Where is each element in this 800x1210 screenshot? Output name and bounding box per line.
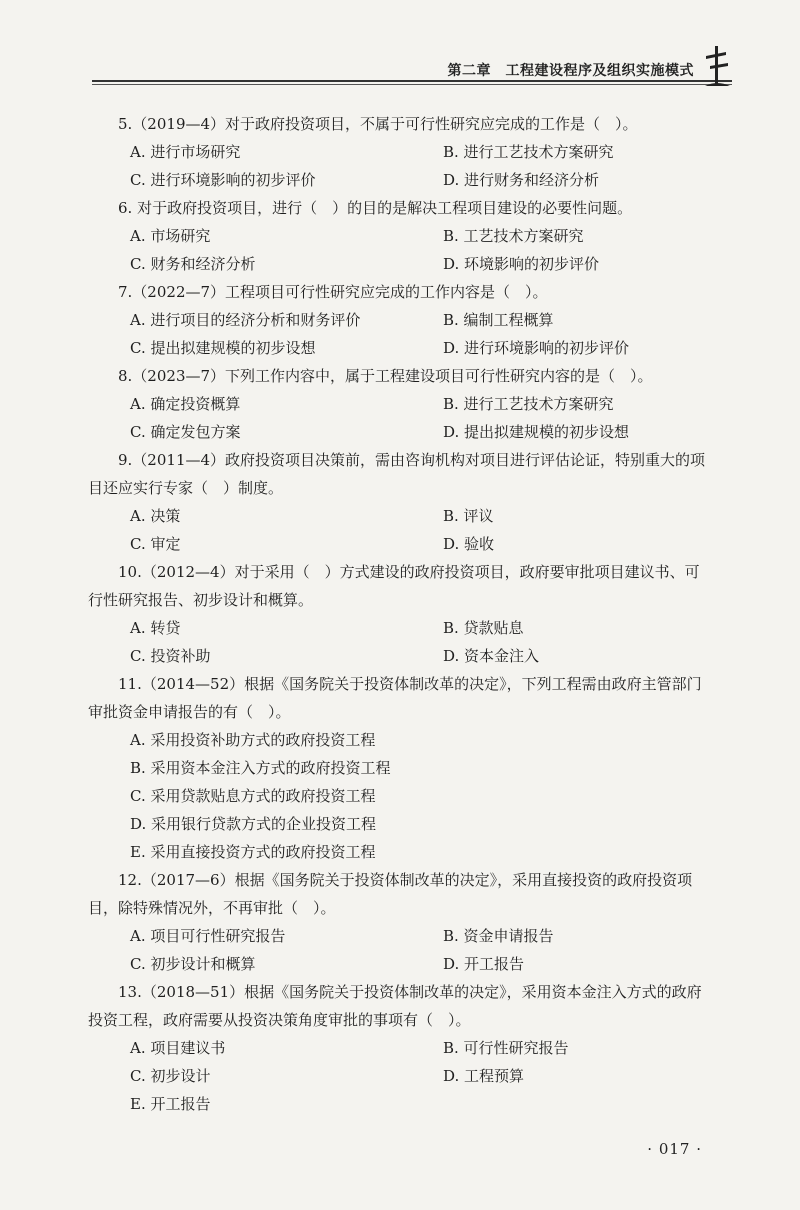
option-a: A. 进行项目的经济分析和财务评价 <box>130 311 361 329</box>
question-block <box>88 670 708 866</box>
option-row <box>88 390 708 418</box>
question-block <box>88 362 708 446</box>
option-row <box>88 250 708 278</box>
option-e: E. 采用直接投资方式的政府投资工程 <box>130 843 376 861</box>
option-a: A. 项目建议书 <box>130 1039 226 1057</box>
question-list <box>88 110 708 1118</box>
option-a: A. 确定投资概算 <box>130 395 241 413</box>
option-c: C. 提出拟建规模的初步设想 <box>130 339 316 357</box>
option-a: A. 项目可行性研究报告 <box>130 927 286 945</box>
question-block <box>88 558 708 670</box>
option-c: C. 确定发包方案 <box>130 423 241 441</box>
signpost-icon <box>702 44 732 88</box>
question-block <box>88 110 708 194</box>
question-text: 13.（2018—51）根据《国务院关于投资体制改革的决定》，采用资本金注入方式的政府投资工程，政府需要从投资决策角度审批的事项有（ ）。 <box>88 983 702 1029</box>
option-c: C. 审定 <box>130 535 181 553</box>
option-b: B. 资金申请报告 <box>443 927 554 945</box>
option-b: B. 采用资本金注入方式的政府投资工程 <box>130 759 391 777</box>
option-e: E. 开工报告 <box>130 1095 211 1113</box>
option-row <box>88 1062 708 1090</box>
option-c: C. 初步设计 <box>130 1067 211 1085</box>
option-row <box>88 530 708 558</box>
option-b: B. 工艺技术方案研究 <box>443 227 584 245</box>
option-c: C. 财务和经济分析 <box>130 255 256 273</box>
option-row <box>88 222 708 250</box>
option-b: B. 进行工艺技术方案研究 <box>443 395 614 413</box>
question-block <box>88 278 708 362</box>
option-a: A. 进行市场研究 <box>130 143 241 161</box>
question-block <box>88 446 708 558</box>
option-d: D. 采用银行贷款方式的企业投资工程 <box>130 815 377 833</box>
option-d: D. 工程预算 <box>443 1067 525 1085</box>
option-row <box>88 502 708 530</box>
option-c: C. 初步设计和概算 <box>130 955 256 973</box>
question-text: 6. 对于政府投资项目，进行（ ）的目的是解决工程项目建设的必要性问题。 <box>118 199 633 217</box>
option-row <box>88 334 708 362</box>
header-rule-thin <box>92 84 732 85</box>
option-b: B. 贷款贴息 <box>443 619 524 637</box>
question-text: 12.（2017—6）根据《国务院关于投资体制改革的决定》，采用直接投资的政府投资项目，除特殊情况外，不再审批（ ）。 <box>88 871 693 917</box>
chapter-title: 第二章 工程建设程序及组织实施模式 <box>447 63 694 79</box>
option-d: D. 提出拟建规模的初步设想 <box>443 423 630 441</box>
option-b: B. 评议 <box>443 507 494 525</box>
option-row <box>88 922 708 950</box>
option-row <box>88 1034 708 1062</box>
option-c: C. 采用贷款贴息方式的政府投资工程 <box>130 787 376 805</box>
question-text: 8.（2023—7）下列工作内容中，属于工程建设项目可行性研究内容的是（ ）。 <box>118 367 653 385</box>
question-text: 5.（2019—4）对于政府投资项目，不属于可行性研究应完成的工作是（ ）。 <box>118 115 638 133</box>
option-b: B. 可行性研究报告 <box>443 1039 569 1057</box>
question-text: 10.（2012—4）对于采用（ ）方式建设的政府投资项目，政府要审批项目建议书、可行性研究报告、初步设计和概算。 <box>88 563 700 609</box>
option-c: C. 进行环境影响的初步评价 <box>130 171 316 189</box>
option-b: B. 进行工艺技术方案研究 <box>443 143 614 161</box>
option-row <box>88 950 708 978</box>
option-row <box>88 138 708 166</box>
question-text: 7.（2022—7）工程项目可行性研究应完成的工作内容是（ ）。 <box>118 283 548 301</box>
option-a: A. 转贷 <box>130 619 181 637</box>
option-a: A. 市场研究 <box>130 227 211 245</box>
option-d: D. 进行环境影响的初步评价 <box>443 339 630 357</box>
option-d: D. 环境影响的初步评价 <box>443 255 600 273</box>
question-text: 9.（2011—4）政府投资项目决策前，需由咨询机构对项目进行评估论证，特别重大的项目还应实行专家（ ）制度。 <box>88 451 706 497</box>
chapter-header <box>92 54 732 84</box>
option-row <box>88 614 708 642</box>
option-row <box>88 642 708 670</box>
question-block <box>88 194 708 278</box>
option-b: B. 编制工程概算 <box>443 311 554 329</box>
page-number: · 017 · <box>647 1140 702 1158</box>
option-d: D. 开工报告 <box>443 955 525 973</box>
option-d: D. 资本金注入 <box>443 647 540 665</box>
option-a: A. 决策 <box>130 507 181 525</box>
option-row <box>88 306 708 334</box>
option-row <box>88 418 708 446</box>
option-row <box>88 166 708 194</box>
option-c: C. 投资补助 <box>130 647 211 665</box>
question-block <box>88 866 708 978</box>
option-d: D. 进行财务和经济分析 <box>443 171 600 189</box>
option-d: D. 验收 <box>443 535 495 553</box>
question-text: 11.（2014—52）根据《国务院关于投资体制改革的决定》，下列工程需由政府主管部门审批资金申请报告的有（ ）。 <box>88 675 702 721</box>
option-a: A. 采用投资补助方式的政府投资工程 <box>130 731 376 749</box>
header-rule <box>92 80 732 82</box>
question-block <box>88 978 708 1118</box>
